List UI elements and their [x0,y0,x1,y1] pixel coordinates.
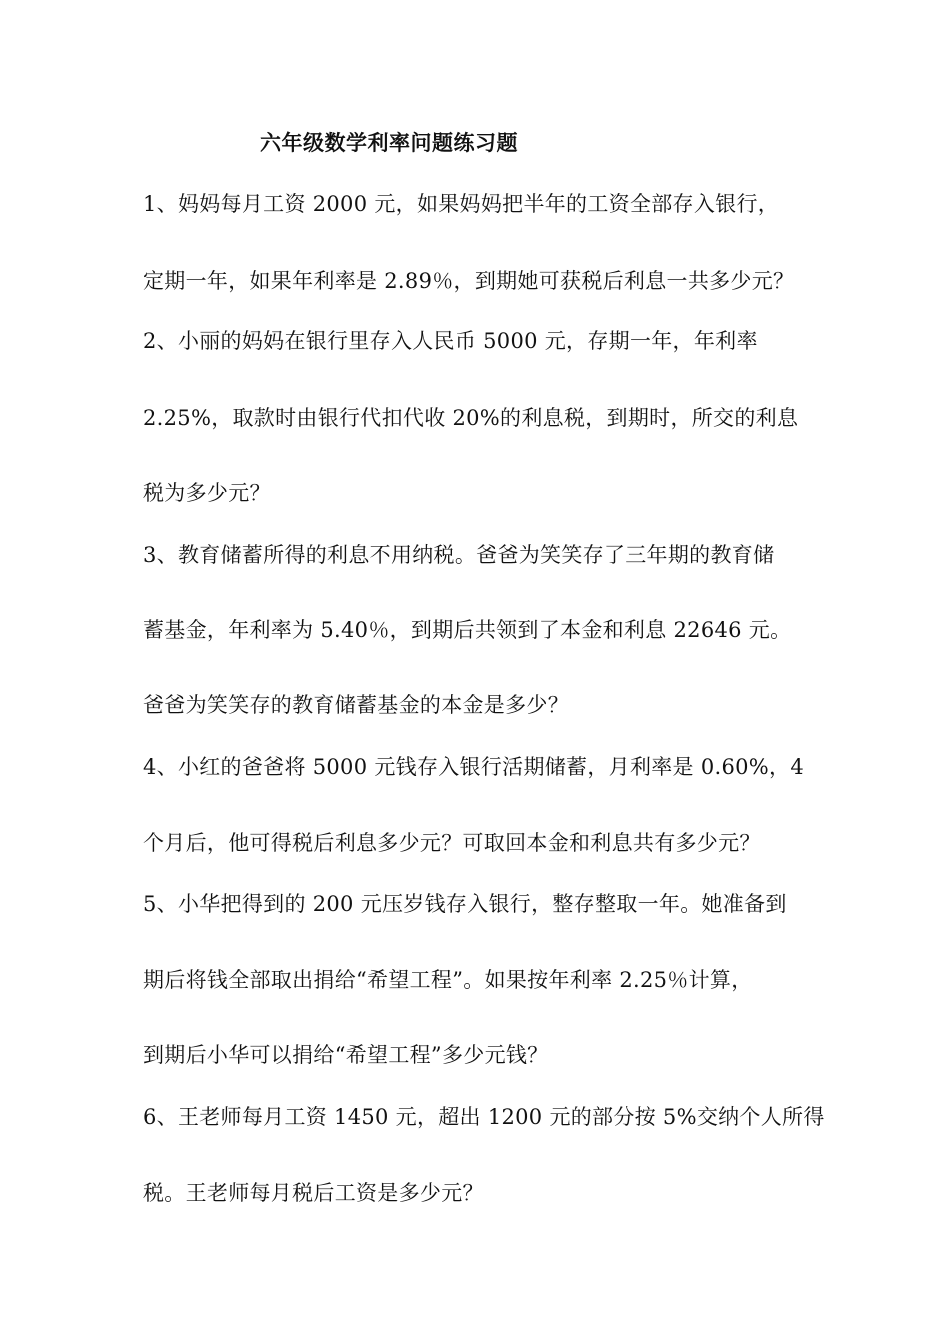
problem-6-line-2: 税。王老师每月税后工资是多少元？ [143,1181,484,1205]
problem-3-line-1: 3、教育储蓄所得的利息不用纳税。爸爸为笑笑存了三年期的教育储 [143,543,775,567]
problem-2-line-3: 税为多少元？ [143,481,271,505]
problem-5-line-3: 到期后小华可以捐给“希望工程”多少元钱？ [143,1043,549,1067]
problem-2-line-2: 2.25%，取款时由银行代扣代收 20%的利息税，到期时，所交的利息 [143,406,799,430]
problem-5-line-2: 期后将钱全部取出捐给“希望工程”。如果按年利率 2.25％计算， [143,968,753,992]
document-title: 六年级数学利率问题练习题 [260,130,518,155]
problem-2-line-1: 2、小丽的妈妈在银行里存入人民币 5000 元，存期一年，年利率 [143,329,758,353]
problem-5-line-1: 5、小华把得到的 200 元压岁钱存入银行，整存整取一年。她准备到 [143,892,787,916]
problem-4-line-1: 4、小红的爸爸将 5000 元钱存入银行活期储蓄，月利率是 0.60%，4 [143,755,805,779]
problem-1-line-2: 定期一年，如果年利率是 2.89％，到期她可获税后利息一共多少元？ [143,269,795,293]
problem-4-line-2: 个月后，他可得税后利息多少元？可取回本金和利息共有多少元？ [143,831,761,855]
problem-3-line-2: 蓄基金，年利率为 5.40％，到期后共领到了本金和利息 22646 元。 [143,618,792,642]
problem-3-line-3: 爸爸为笑笑存的教育储蓄基金的本金是多少？ [143,693,569,717]
problem-6-line-1: 6、王老师每月工资 1450 元，超出 1200 元的部分按 5%交纳个人所得 [143,1105,825,1129]
problem-1-line-1: 1、妈妈每月工资 2000 元，如果妈妈把半年的工资全部存入银行， [143,192,780,216]
